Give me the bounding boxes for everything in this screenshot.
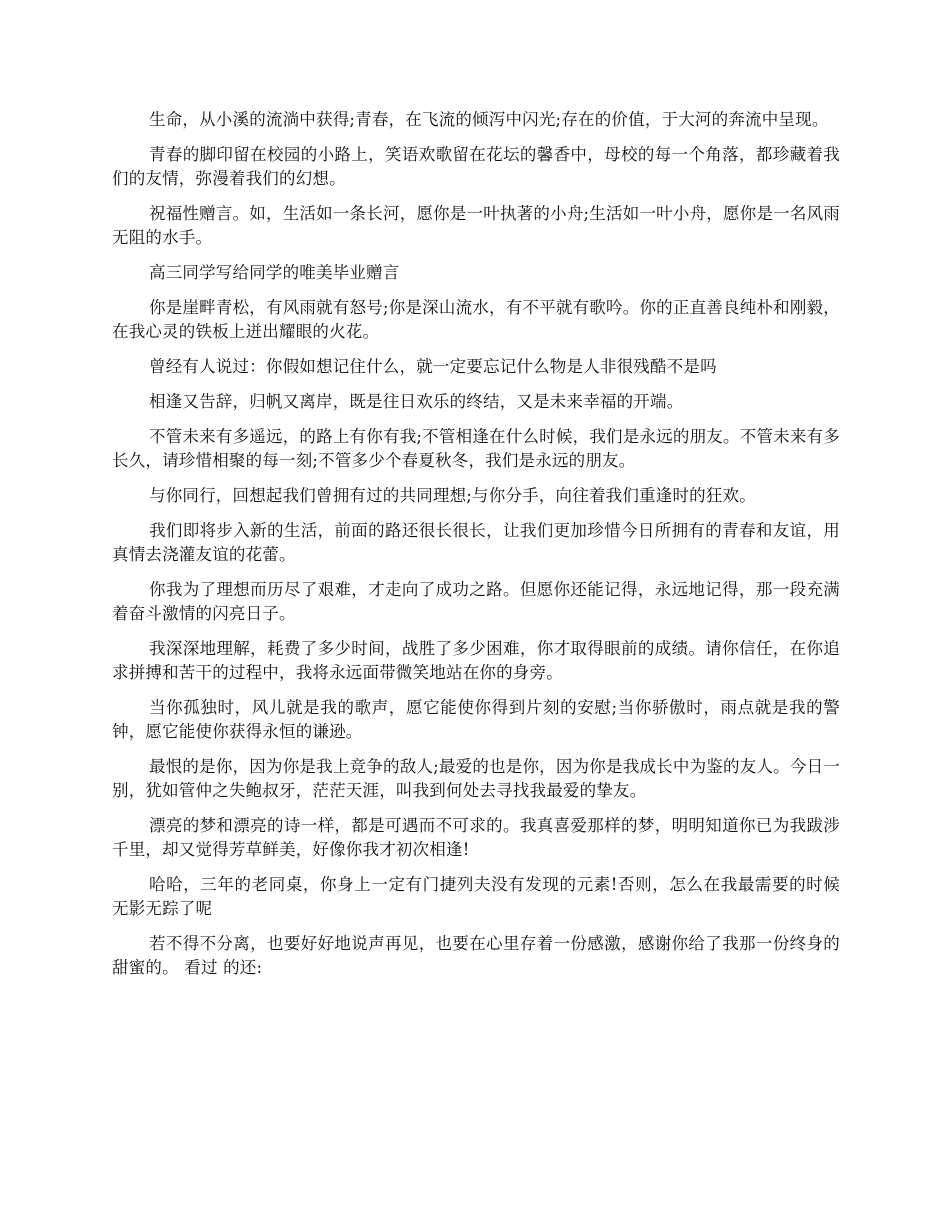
paragraph: 我深深地理解，耗费了多少时间，战胜了多少困难，你才取得眼前的成绩。请你信任，在你追求拼搏和苦干的过程中，我将永远面带微笑地站在你的身旁。 bbox=[112, 639, 840, 682]
paragraph: 祝福性赠言。如，生活如一条长河，愿你是一叶执著的小舟;生活如一叶小舟，愿你是一名风雨无阻的水手。 bbox=[112, 204, 840, 247]
paragraph: 当你孤独时，风儿就是我的歌声，愿它能使你得到片刻的安慰;当你骄傲时，雨点就是我的警钟，愿它能使你获得永恒的谦逊。 bbox=[112, 698, 840, 741]
paragraph: 最恨的是你，因为你是我上竞争的敌人;最爱的也是你，因为你是我成长中为鉴的友人。今日一别，犹如管仲之失鲍叔牙，茫茫天涯，叫我到何处去寻找我最爱的挚友。 bbox=[112, 757, 840, 800]
paragraph: 若不得不分离，也要好好地说声再见，也要在心里存着一份感激，感谢你给了我那一份终身的甜蜜的。 看过 的还: bbox=[112, 934, 840, 977]
paragraph: 你我为了理想而历尽了艰难，才走向了成功之路。但愿你还能记得，永远地记得，那一段充满着奋斗激情的闪亮日子。 bbox=[112, 580, 840, 623]
paragraph: 生命，从小溪的流淌中获得;青春，在飞流的倾泻中闪光;存在的价值，于大河的奔流中呈现。 bbox=[149, 110, 829, 129]
section-heading: 高三同学写给同学的唯美毕业赠言 bbox=[149, 263, 400, 282]
paragraph: 曾经有人说过：你假如想记住什么，就一定要忘记什么物是人非很残酷不是吗 bbox=[149, 357, 717, 376]
paragraph: 不管未来有多遥远，的路上有你有我;不管相逢在什么时候，我们是永远的朋友。不管未来有多长久，请珍惜相聚的每一刻;不管多少个春夏秋冬，我们是永远的朋友。 bbox=[112, 427, 840, 470]
paragraph: 你是崖畔青松，有风雨就有怒号;你是深山流水，有不平就有歌吟。你的正直善良纯朴和刚毅，在我心灵的铁板上迸出耀眼的火花。 bbox=[112, 298, 840, 341]
paragraph: 相逢又告辞，归帆又离岸，既是往日欢乐的终结，又是未来幸福的开端。 bbox=[149, 392, 684, 411]
document-body bbox=[112, 108, 840, 991]
paragraph: 我们即将步入新的生活，前面的路还很长很长，让我们更加珍惜今日所拥有的青春和友谊，用真情去浇灌友谊的花蕾。 bbox=[112, 521, 840, 564]
paragraph: 与你同行，回想起我们曾拥有过的共同理想;与你分手，向往着我们重逢时的狂欢。 bbox=[149, 486, 756, 505]
paragraph: 青春的脚印留在校园的小路上，笑语欢歌留在花坛的馨香中，母校的每一个角落，都珍藏着我们的友情，弥漫着我们的幻想。 bbox=[112, 145, 840, 188]
paragraph: 漂亮的梦和漂亮的诗一样，都是可遇而不可求的。我真喜爱那样的梦，明明知道你已为我跋涉千里，却又觉得芳草鲜美，好像你我才初次相逢! bbox=[112, 816, 840, 859]
paragraph: 哈哈，三年的老同桌，你身上一定有门捷列夫没有发现的元素!否则，怎么在我最需要的时候无影无踪了呢 bbox=[112, 875, 840, 918]
